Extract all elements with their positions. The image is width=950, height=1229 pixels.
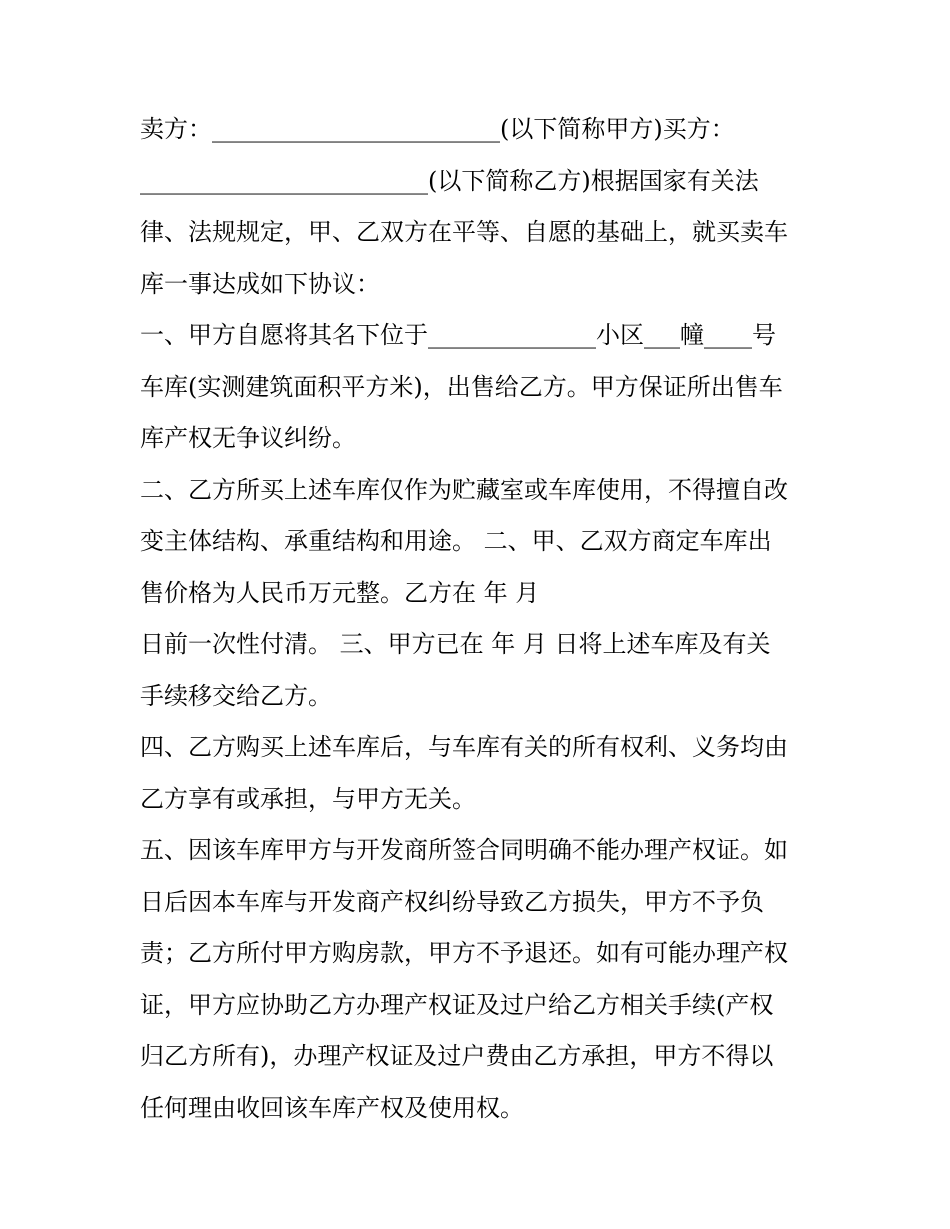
contract-line-preamble-end: 库一事达成如下协议： bbox=[140, 269, 380, 298]
clause-3-line: 手续移交给乙方。 bbox=[140, 681, 332, 710]
contract-line-preamble: 律、法规规定，甲、乙双方在平等、自愿的基础上，就买卖车 bbox=[140, 218, 788, 246]
clause-5-line: 日后因本车库与开发商产权纠纷导致乙方损失，甲方不予负 bbox=[140, 887, 764, 916]
clause-2-line: 售价格为人民币万元整。乙方在 年 月 bbox=[140, 578, 540, 607]
clause-5-line: 证，甲方应协助乙方办理产权证及过户给乙方相关手续(产权 bbox=[140, 990, 774, 1019]
clause-3-line: 日前一次性付清。 三、甲方已在 年 月 日将上述车库及有关 bbox=[140, 630, 771, 658]
clause-1-line: 车库(实测建筑面积平方米)，出售给乙方。甲方保证所出售车 bbox=[140, 372, 783, 401]
contract-line-seller: 卖方：________________________(以下简称甲方)买方： bbox=[140, 115, 735, 143]
clause-5-line: 五、因该车库甲方与开发商所签合同明确不能办理产权证。如 bbox=[140, 836, 788, 864]
clause-5-line: 任何理由收回该车库产权及使用权。 bbox=[140, 1093, 524, 1122]
clause-4-line: 乙方享有或承担，与甲方无关。 bbox=[140, 784, 476, 813]
clause-1-line: 库产权无争议纠纷。 bbox=[140, 424, 356, 452]
contract-body bbox=[140, 104, 820, 1134]
contract-line-buyer: ________________________(以下简称乙方)根据国家有关法 bbox=[140, 166, 759, 195]
clause-1-line: 一、甲方自愿将其名下位于______________小区___幢____号 bbox=[140, 321, 776, 349]
clause-2-line: 变主体结构、承重结构和用途。 二、甲、乙双方商定车库出 bbox=[140, 527, 772, 555]
clause-2-line: 二、乙方所买上述车库仅作为贮藏室或车库使用，不得擅自改 bbox=[140, 475, 788, 504]
clause-5-line: 责；乙方所付甲方购房款，甲方不予退还。如有可能办理产权 bbox=[140, 939, 788, 967]
clause-4-line: 四、乙方购买上述车库后，与车库有关的所有权利、义务均由 bbox=[140, 733, 788, 761]
clause-5-line: 归乙方所有)，办理产权证及过户费由乙方承担，甲方不得以 bbox=[140, 1042, 774, 1070]
